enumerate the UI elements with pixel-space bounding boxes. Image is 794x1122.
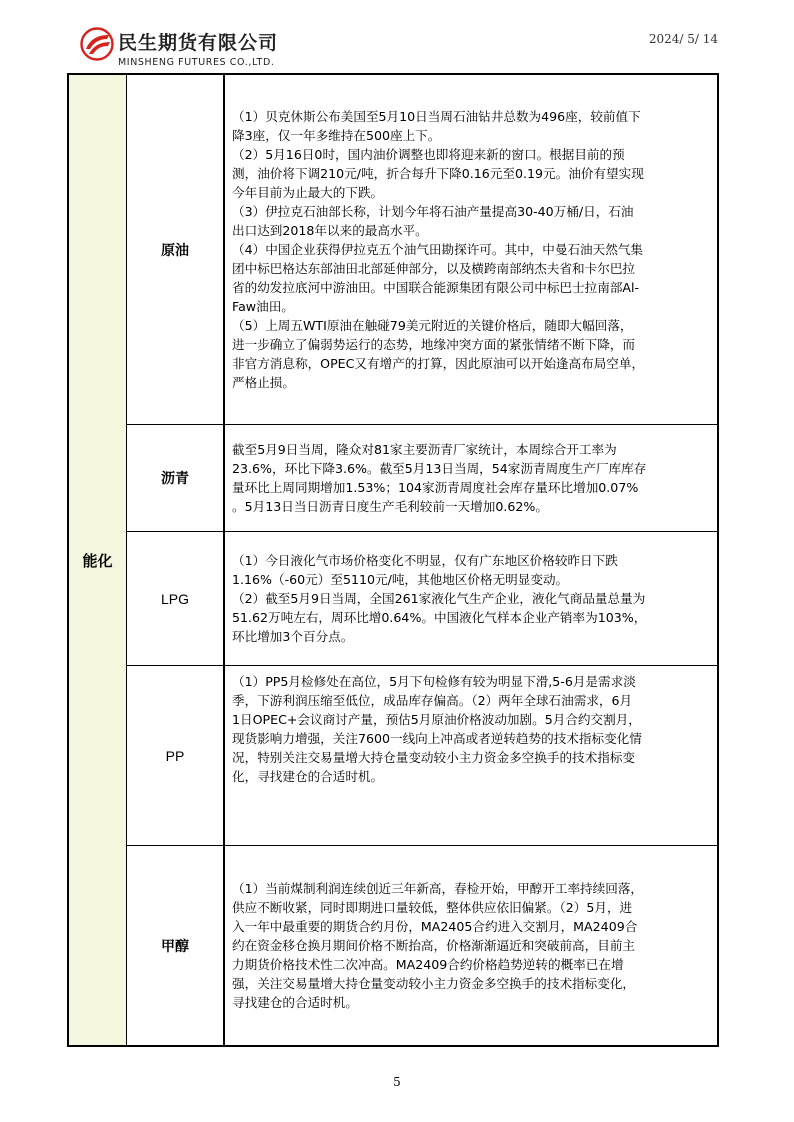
paragraph: （1）贝克休斯公布美国至5月10日当周石油钻井总数为496座，较前值下 降3座，仅一年多维持在500座上下。 xyxy=(232,109,641,143)
paragraph: （1）PP5月检修处在高位，5月下旬检修有较为明显下滑,5-6月是需求淡 季，下游利润压缩至低位，成品库存偏高。（2）两年全球石油需求，6月 1日OPEC+会议商讨产量，预估5月原油价格波动加剧。5月合约交割月， 现货影响力增强，关注7600一线向上冲高或者逆转趋势的技术指标变化情 况，特别关注交易量增大持仓量变动较小主力资金多空换手的技术指标变 化，寻找建仓的合适时机。 xyxy=(232,674,642,784)
row-content xyxy=(232,75,711,424)
table-row-pp xyxy=(127,665,717,845)
paragraph: （5）上周五WTI原油在触碰79美元附近的关键价格后，随即大幅回落， 进一步确立了偏弱势运行的态势，地缘冲突方面的紧张情绪不断下降，而 非官方消息称，OPEC又有增产的打算，因此原油可以开始逢高布局空单， 严格止损。 xyxy=(232,318,645,390)
paragraph: 截至5月9日当周，隆众对81家主要沥青厂家统计，本周综合开工率为 23.6%，环比下降3.6%。截至5月13日当周，54家沥青周度生产厂库库存 量环比上周同期增加1.53%；104家沥青周度社会库存量环比增加0.07% 。5月13日当日沥青日度生产毛利较前一天增加0.62%。 xyxy=(232,442,647,514)
paragraph: （2）截至5月9日当周，全国261家液化气生产企业，液化气商品量总量为 51.62万吨左右，周环比增0.64%。中国液化气样本企业产销率为103%， 环比增加3个百分点。 xyxy=(232,591,647,644)
row-content xyxy=(232,532,711,665)
paragraph: （1）今日液化气市场价格变化不明显，仅有广东地区价格较昨日下跌 1.16%（-60元）至5110元/吨，其他地区价格无明显变动。 xyxy=(232,553,618,587)
sector-label: 能化 xyxy=(69,75,127,1045)
row-label: PP xyxy=(127,666,225,845)
minsheng-logo-icon xyxy=(80,27,114,61)
paragraph: （4）中国企业获得伊拉克五个油气田勘探许可。其中，中曼石油天然气集 团中标巴格达东部油田北部延伸部分，以及横跨南部纳杰夫省和卡尔巴拉 省的幼发拉底河中游油田。中国联合能源集团有限公司中标巴士拉南部Al- Faw油田。 xyxy=(232,242,644,314)
row-label: 原油 xyxy=(127,75,225,424)
table-row-lpg xyxy=(127,531,717,665)
row-content xyxy=(232,666,711,845)
company-name-en: MINSHENG FUTURES CO.,LTD. xyxy=(118,57,275,68)
table-row-crude-oil xyxy=(127,75,717,424)
row-content xyxy=(232,846,711,1045)
row-label: 沥青 xyxy=(127,425,225,531)
commentary-table xyxy=(67,73,719,1047)
page-header xyxy=(0,0,794,70)
company-name-cn: 民生期货有限公司 xyxy=(118,32,279,54)
paragraph: （2）5月16日0时，国内油价调整也即将迎来新的窗口。根据目前的预 测，油价将下调210元/吨，折合每升下降0.16元至0.19元。油价有望实现 今年目前为止最大的下跌。 xyxy=(232,147,644,200)
report-date: 2024/ 5/ 14 xyxy=(648,32,718,46)
page-number: 5 xyxy=(393,1075,401,1089)
paragraph: （3）伊拉克石油部长称，计划今年将石油产量提高30-40万桶/日，石油 出口达到2018年以来的最高水平。 xyxy=(232,204,634,238)
table-row-asphalt xyxy=(127,424,717,531)
table-row-methanol xyxy=(127,845,717,1045)
paragraph: （1）当前煤制利润连续创近三年新高，春检开始，甲醇开工率持续回落， 供应不断收紧，同时即期进口量较低，整体供应依旧偏紧。（2）5月，进 入一年中最重要的期货合约月份，MA2405合约进入交割月，MA2409合 约在资金移仓换月期间价格不断抬高，价格渐渐逼近和突破前高，目前主 力期货价格技术性二次冲高。MA2409合约价格趋势逆转的概率已在增 强，关注交易量增大持仓量变动较小主力资金多空换手的技术指标变化， 寻找建仓的合适时机。 xyxy=(232,881,644,1010)
row-label: 甲醇 xyxy=(127,846,225,1045)
row-content xyxy=(232,425,711,531)
row-label: LPG xyxy=(127,532,225,665)
